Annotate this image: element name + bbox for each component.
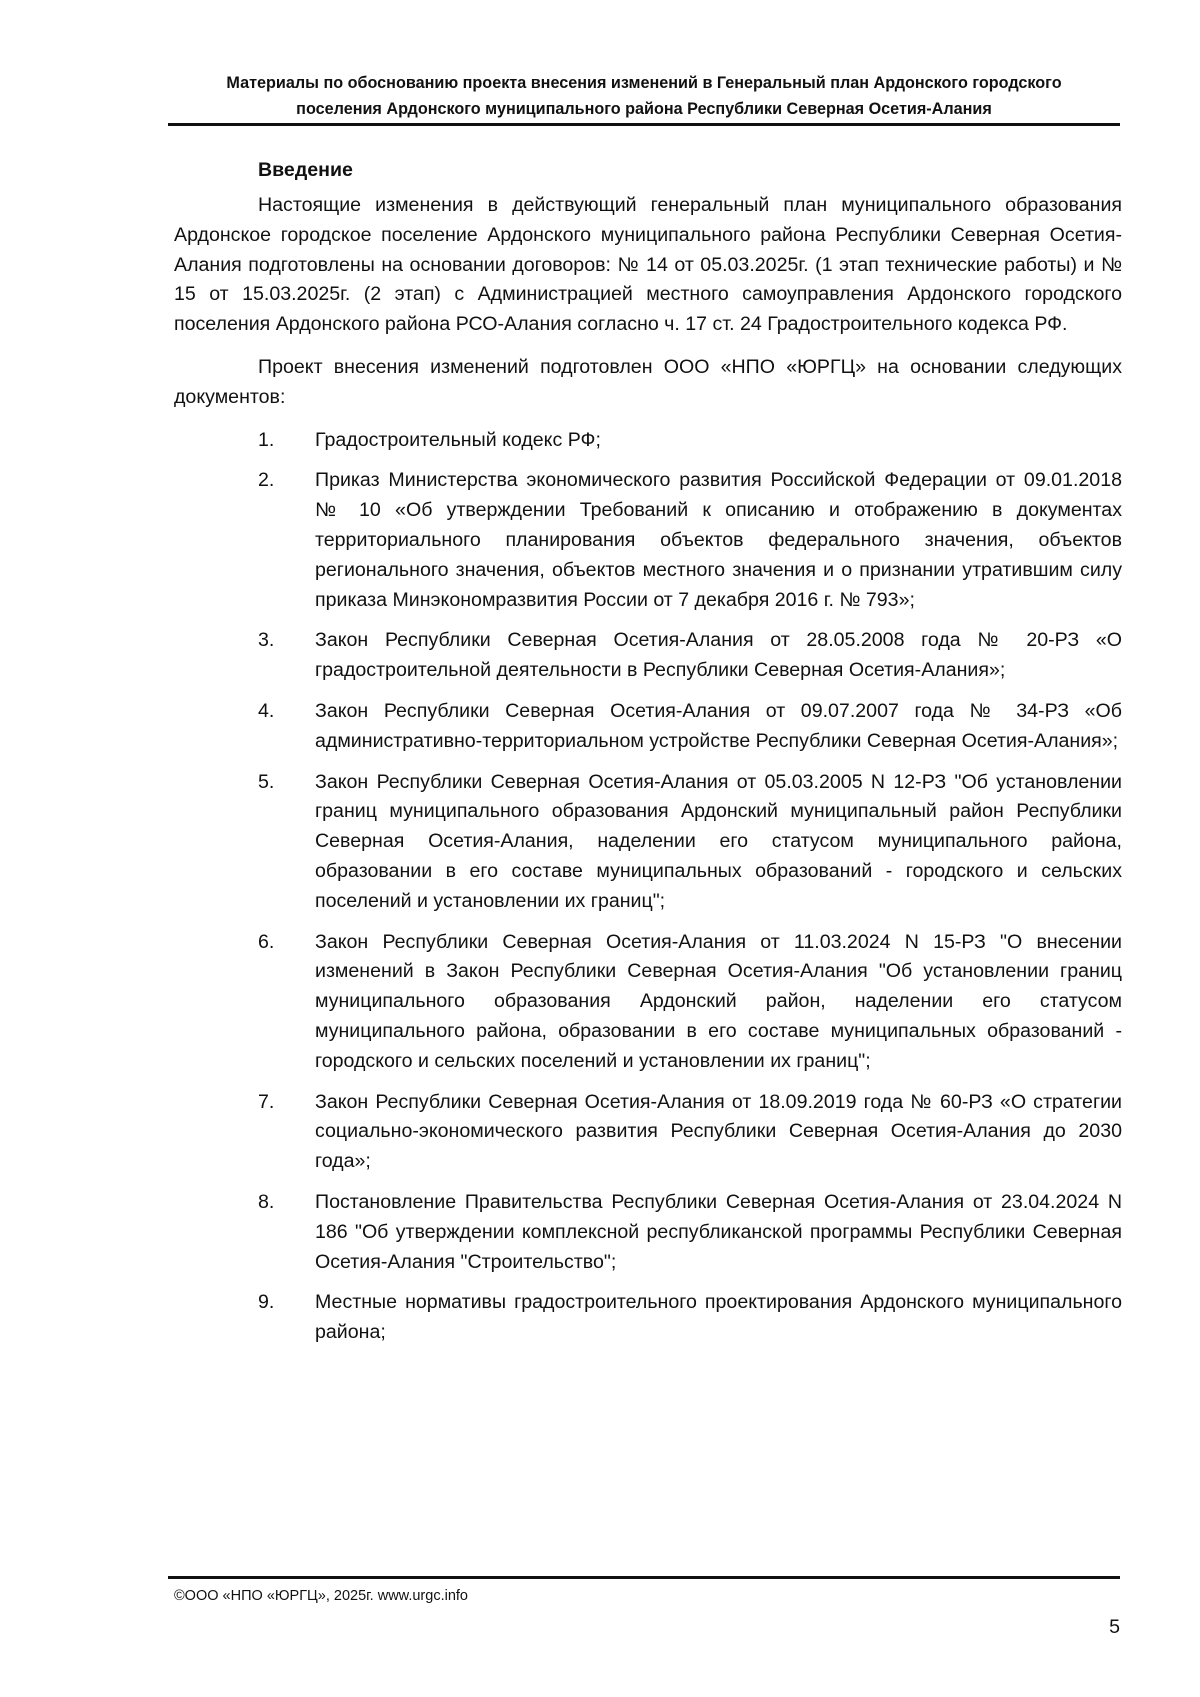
list-item — [174, 426, 1122, 456]
list-item-text: Закон Республики Северная Осетия-Алания от 28.05.2008 года № 20-РЗ «О градостроительной деятельности в Республики Северная Осетия-Алания»; — [315, 629, 1122, 682]
page-header — [168, 70, 1120, 122]
list-item-number: 9. — [258, 1291, 275, 1314]
footer-copyright: ©ООО «НПО «ЮРГЦ», 2025г. www.urgc.info — [174, 1588, 468, 1604]
list-item — [174, 768, 1122, 917]
list-item-text: Постановление Правительства Республики Северная Осетия-Алания от 23.04.2024 N 186 "Об утверждении комплексной республиканской программы Республики Северная Осетия-Алания "Строительство"; — [315, 1190, 1122, 1273]
list-item — [174, 1088, 1122, 1177]
list-item-text: Приказ Министерства экономического развития Российской Федерации от 09.01.2018 № 10 «Об утверждении Требований к описанию и отображению в документах территориального планирования объектов федерального значения, объектов регионального значения, объектов местного значения и о признании утратившим силу приказа Минэкономразвития России от 7 декабря 2016 г. № 793»; — [315, 469, 1122, 611]
header-divider — [168, 123, 1120, 126]
list-item-text: Местные нормативы градостроительного проектирования Ардонского муниципального района; — [315, 1291, 1122, 1344]
list-item-text: Закон Республики Северная Осетия-Алания от 18.09.2019 года № 60-РЗ «О стратегии социально-экономического развития Республики Северная Осетия-Алания до 2030 года»; — [315, 1090, 1122, 1173]
list-item-text: Закон Республики Северная Осетия-Алания от 09.07.2007 года № 34-РЗ «Об административно-территориальном устройстве Республики Северная Осетия-Алания»; — [315, 699, 1122, 752]
list-item-number: 6. — [258, 930, 275, 953]
page-number: 5 — [1109, 1616, 1120, 1638]
list-item-number: 8. — [258, 1190, 275, 1213]
documents-list — [174, 426, 1122, 1348]
list-item — [174, 697, 1122, 757]
intro-paragraph: Настоящие изменения в действующий генеральный план муниципального образования Ардонское городское поселение Ардонского муниципального района Республики Северная Осетия-Алания подготовлены на основании договоров: № 14 от 05.03.2025г. (1 этап технические работы) и № 15 от 15.03.2025г. (2 этап) с Администрацией местного самоуправления Ардонского городского поселения Ардонского района РСО-Алания согласно ч. 17 ст. 24 Градостроительного кодекса РФ. — [174, 194, 1122, 336]
section-title: Введение — [258, 159, 353, 181]
list-item-number: 7. — [258, 1090, 275, 1113]
list-item-number: 5. — [258, 770, 275, 793]
header-line-2: поселения Ардонского муниципального района Республики Северная Осетия-Алания — [296, 100, 992, 118]
list-item-number: 1. — [258, 428, 275, 451]
list-item-text: Градостроительный кодекс РФ; — [315, 428, 601, 451]
list-item-text: Закон Республики Северная Осетия-Алания от 05.03.2005 N 12-РЗ "Об установлении границ муниципального образования Ардонский муниципальный район Республики Северная Осетия-Алания, наделении его статусом муниципального района, образовании в его составе муниципальных образований - городского и сельских поселений и установлении их границ"; — [315, 770, 1122, 912]
list-item — [174, 626, 1122, 686]
list-item — [174, 1288, 1122, 1348]
list-item — [174, 466, 1122, 615]
list-item-number: 2. — [258, 469, 275, 492]
list-item-number: 4. — [258, 699, 275, 722]
footer-divider — [168, 1576, 1120, 1579]
list-item — [174, 928, 1122, 1077]
list-item — [174, 1188, 1122, 1277]
header-line-1: Материалы по обоснованию проекта внесения изменений в Генеральный план Ардонского городского — [226, 74, 1062, 92]
page-content — [174, 155, 1122, 1359]
basis-paragraph: Проект внесения изменений подготовлен ООО «НПО «ЮРГЦ» на основании следующих документов: — [174, 355, 1122, 408]
list-item-number: 3. — [258, 629, 275, 652]
list-item-text: Закон Республики Северная Осетия-Алания от 11.03.2024 N 15-РЗ "О внесении изменений в Закон Республики Северная Осетия-Алания "Об установлении границ муниципального образования Ардонский район, наделении его статусом муниципального района, образовании в его составе муниципальных образований - городского и сельских поселений и установлении их границ"; — [315, 930, 1122, 1072]
